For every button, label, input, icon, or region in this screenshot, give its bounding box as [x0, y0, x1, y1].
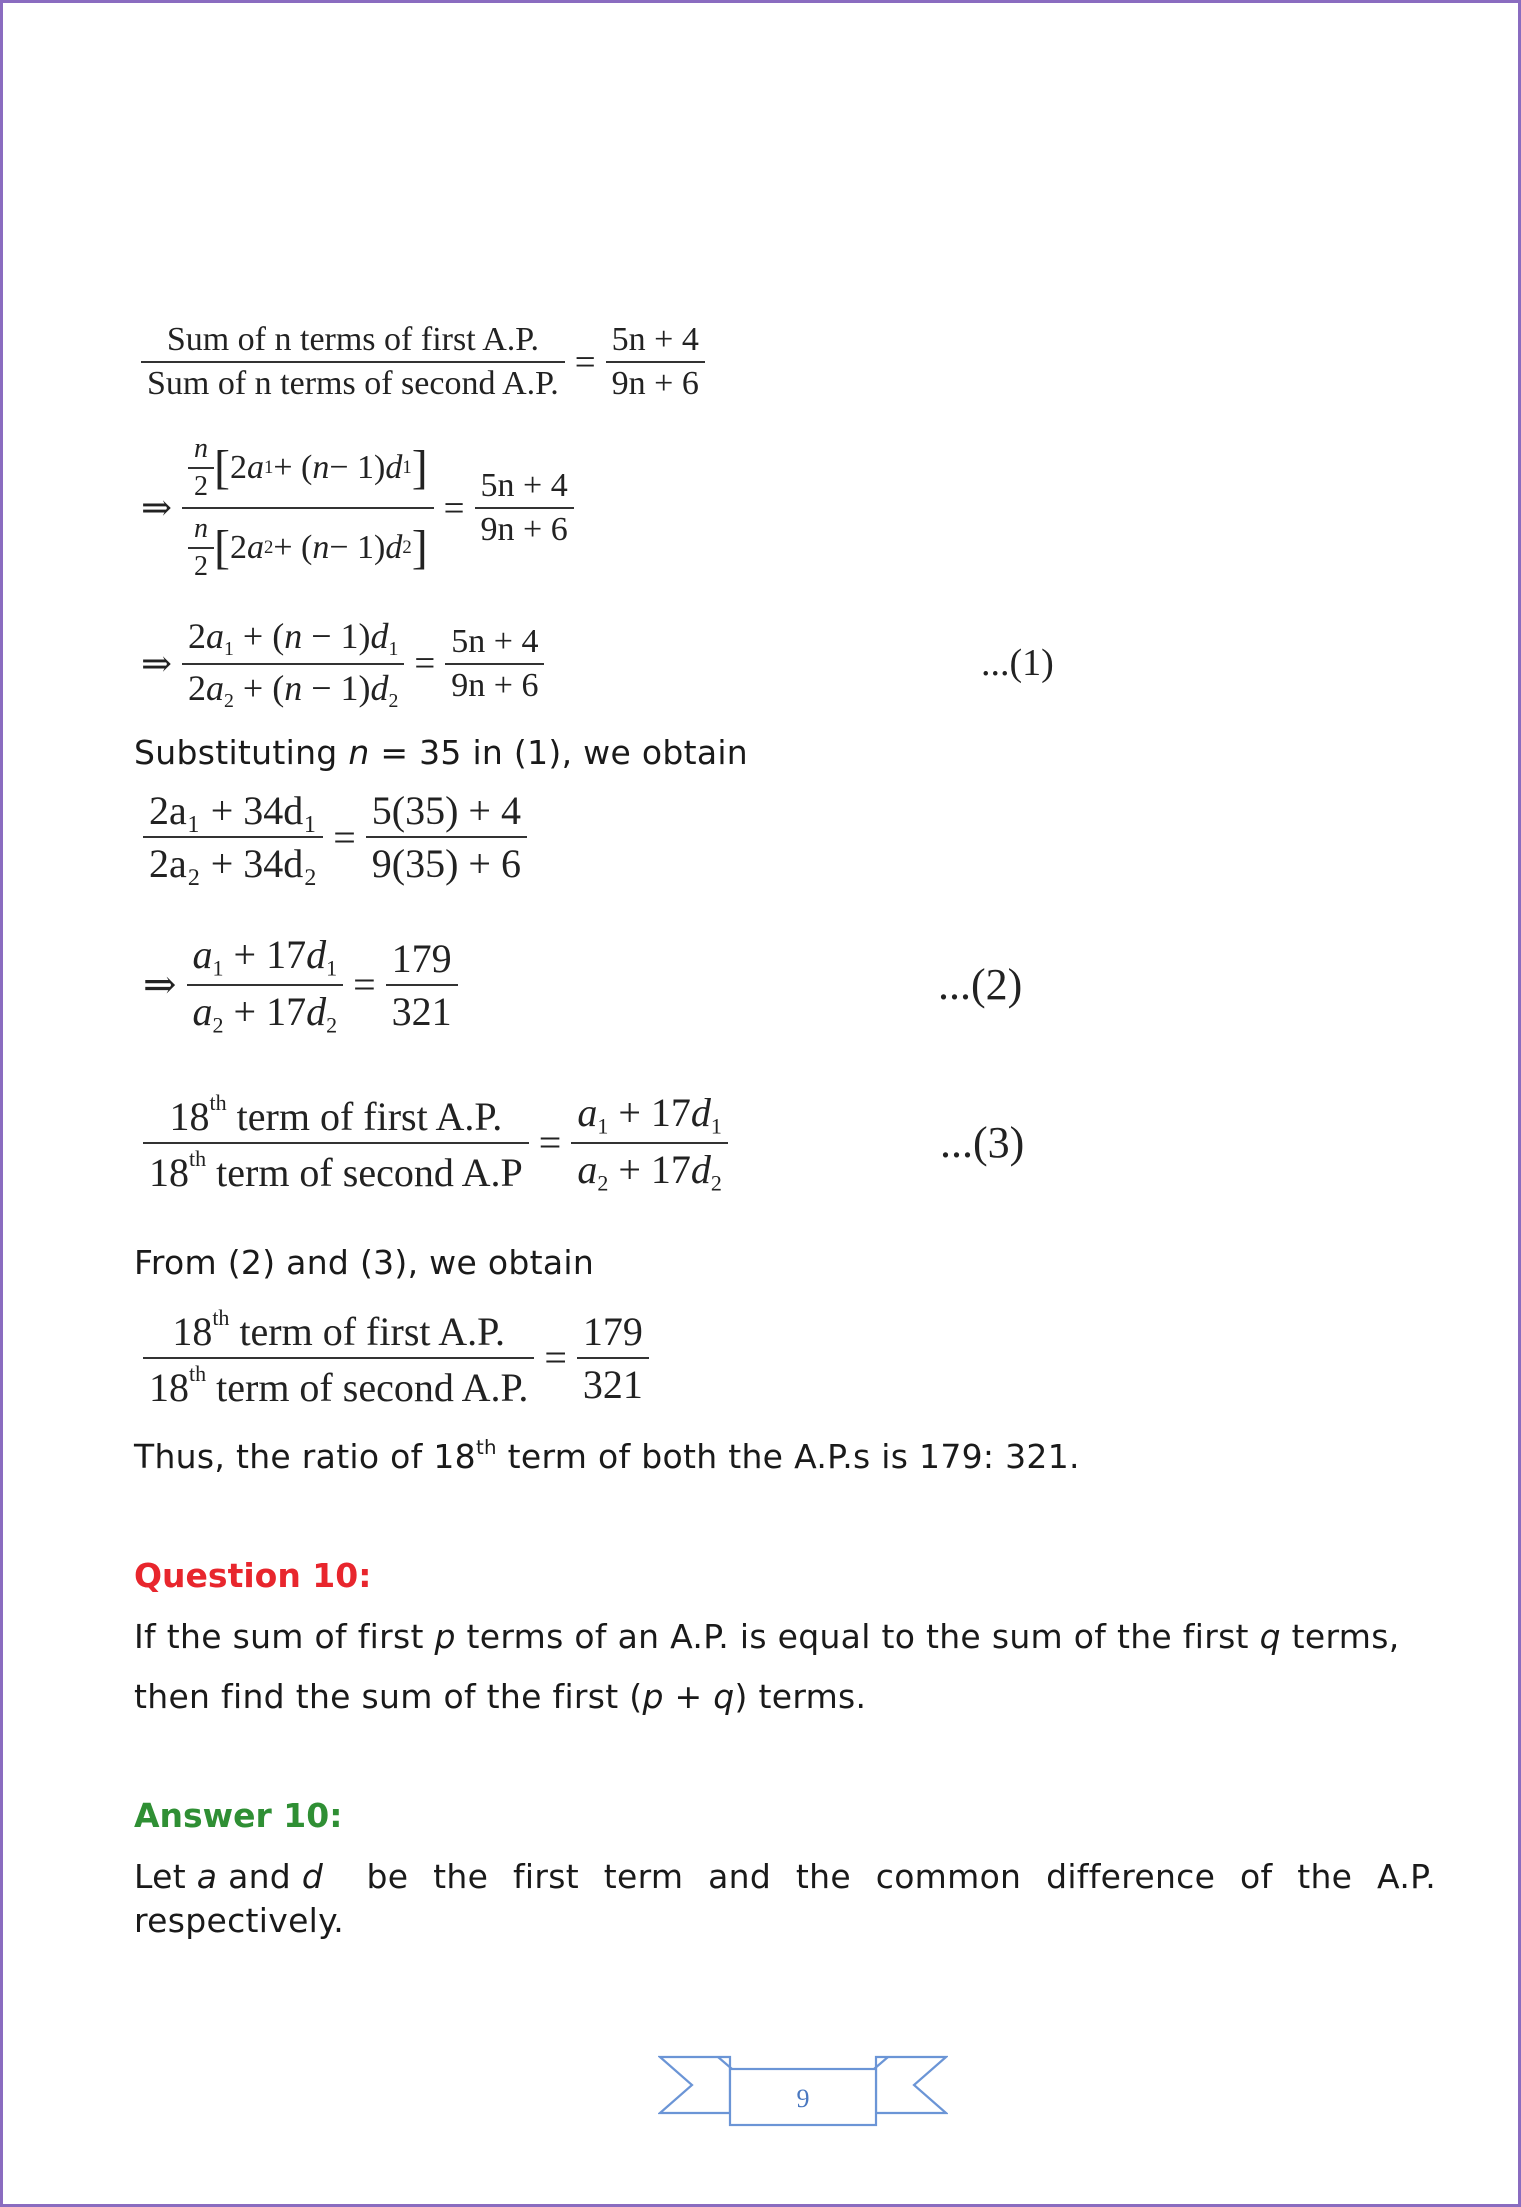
page-number: 9: [796, 2084, 810, 2113]
eq4-rhs-numerator: 5(35) + 4: [371, 788, 521, 833]
eq4-lhs-denominator: 2a₂ + 34d₂: [143, 836, 323, 887]
eq1-rhs-denominator: 9n + 6: [606, 361, 705, 403]
equation-18th-term-general: $\frac{18^{th} term of first A.P.}{18^{th} term of second A.P}$ = $\frac{a_1 + 17d_1}{a_2 + 17d_2}$: [143, 1089, 728, 1196]
eq1-denominator: Sum of n terms of second A.P.: [141, 361, 565, 403]
equation-expanded-sum: ⇒ $\frac{n}{2}$ [ 2 a 1 + ( n − 1) d 1 ] $\frac{n}{2}$ [ 2 a 2 + ( n − 1) d 2 ] = $\frac{5n + 4}{9n + 6}$: [141, 433, 574, 583]
question-text-line-2: then find the sum of the first (p + q) terms.: [134, 1677, 867, 1716]
eq5-rhs-denominator: 321: [386, 984, 458, 1035]
eq3-rhs-numerator: 5n + 4: [451, 622, 539, 660]
substitute-paragraph: Substituting n = 35 in (1), we obtain: [134, 733, 749, 772]
equation-substituted: $\frac{\text{2a₁ + 34d₁}}{\text{2a₂ + 34d₂}}$ = $\frac{5(35) + 4}{9(35) + 6}$: [143, 787, 527, 887]
answer-text-line-1: Let a and d be the first term and the common difference of the A.P.: [134, 1857, 1436, 1896]
eq3-rhs-denominator: 9n + 6: [445, 663, 544, 705]
answer-heading: Answer 10:: [134, 1796, 343, 1835]
eq1-rhs-numerator: 5n + 4: [611, 321, 699, 358]
equation-ratio-179-321: ⇒ $\frac{a_1 + 17d_1}{a_2 + 17d_2}$ = $\frac{179}{321}$: [143, 931, 458, 1038]
equation-tag-2: ...(2): [938, 960, 1023, 1009]
eq5-rhs-numerator: 179: [391, 935, 452, 981]
eq4-rhs-denominator: 9(35) + 6: [366, 836, 527, 887]
eq2-rhs-denominator: 9n + 6: [475, 507, 574, 549]
question-text-line-1: If the sum of first p terms of an A.P. is equal to the sum of the first q terms,: [134, 1617, 1400, 1656]
equation-tag-3: ...(3): [940, 1118, 1025, 1167]
from-paragraph: From (2) and (3), we obtain: [134, 1243, 595, 1282]
eq7-rhs-denominator: 321: [577, 1357, 649, 1408]
eq2-rhs-numerator: 5n + 4: [480, 467, 568, 504]
answer-text-line-2: respectively.: [134, 1901, 345, 1940]
equation-18th-term-result: $\frac{18^{th} term of first A.P.}{18^{th} term of second A.P.}$ = $\frac{179}{321}$: [143, 1305, 649, 1411]
eq4-lhs-numerator: 2a₁ + 34d₁: [149, 788, 318, 833]
equation-simplified: ⇒ $\frac{2a_1 + (n - 1)d_1}{2a_2 + (n - 1)d_2}$ = $\frac{5n + 4}{9n + 6}$: [141, 615, 544, 713]
equation-sum-ratio: $\frac{\text{Sum of n terms of first A.P.}}{\text{Sum of n terms of second A.P.}}$ = $\frac{5n + 4}{9n + 6}$: [141, 321, 705, 403]
eq1-numerator: Sum of n terms of first A.P.: [166, 321, 539, 358]
equation-tag-1: ...(1): [981, 642, 1054, 684]
question-heading: Question 10:: [134, 1556, 372, 1595]
conclusion-paragraph: Thus, the ratio of 18th term of both the A.P.s is 179: 321.: [134, 1436, 1080, 1476]
eq7-rhs-numerator: 179: [582, 1308, 643, 1354]
page-number-banner: [658, 2051, 948, 2131]
